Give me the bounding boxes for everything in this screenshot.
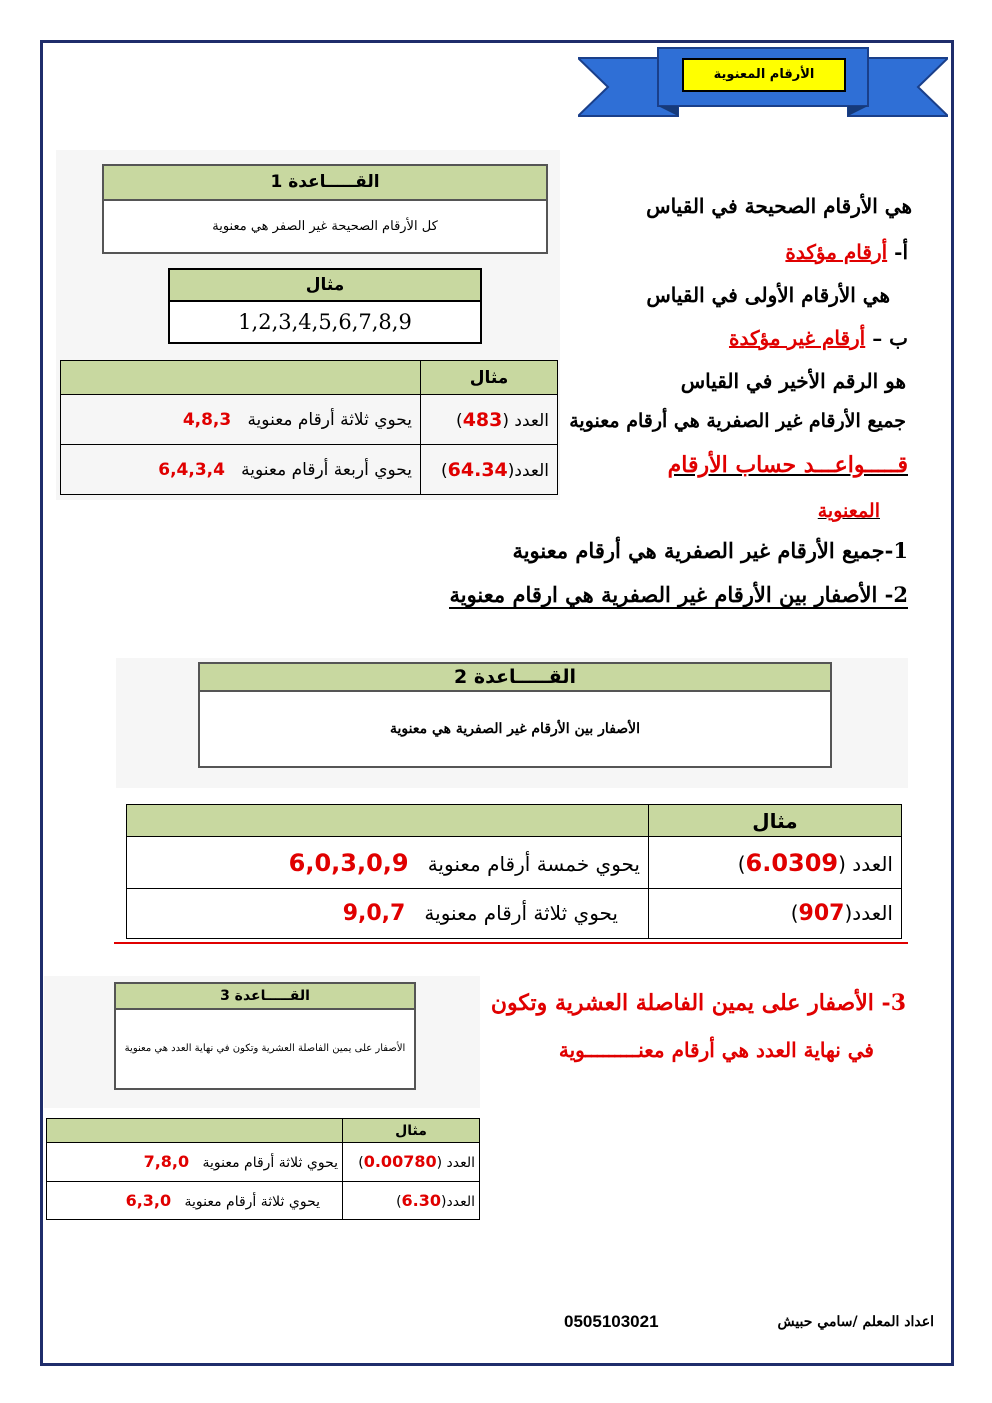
rule3-box — [114, 982, 416, 1090]
significant-digits: 6,0,3,0,9 — [288, 848, 409, 877]
certain-digits-definition: هي الأرقام الصحيحة في القياس — [646, 194, 912, 218]
table-row: العدد (483) يحوي ثلاثة أرقام معنوية 4,8,3 — [61, 395, 558, 445]
rule3-statement-line2: في نهاية العدد هي أرقام معنـــــــــوية — [558, 1038, 874, 1062]
number-value: 6.30 — [401, 1190, 442, 1210]
number-value: 64.34 — [447, 458, 508, 481]
uncertain-digits-title: أرقام غير مؤكدة — [728, 326, 866, 350]
number-value: 0.00780 — [363, 1152, 437, 1172]
table-row: العدد(6.30) يحوي ثلاثة أرقام معنوية 6,3,0 — [47, 1181, 480, 1219]
rules-title-continued: المعنوية — [817, 500, 880, 522]
significant-digits: 6,3,0 — [125, 1190, 172, 1210]
table-row: العدد(64.34) يحوي أربعة أرقام معنوية 6,4,3,4 — [61, 445, 558, 495]
rules-title: قـــــواعـــد حساب الأرقام — [667, 452, 908, 478]
table3-title: مثال — [343, 1119, 480, 1143]
phone-number: 0505103021 — [564, 1312, 659, 1331]
table-row: العدد (0.00780) يحوي ثلاثة أرقام معنوية 7,8,0 — [47, 1143, 480, 1181]
example-table-3 — [46, 1118, 480, 1220]
rule2-box — [198, 662, 832, 768]
certain-digits-heading: أ- أرقام مؤكدة — [785, 240, 908, 264]
page-title: الأرقام المعنوية — [682, 58, 846, 92]
significant-digits: 9,0,7 — [342, 901, 406, 926]
table-row: العدد(907) يحوي ثلاثة أرقام معنوية 9,0,7 — [127, 889, 902, 939]
example-table-2 — [126, 804, 902, 939]
rule-list-item-2: 2- الأصفار بين الأرقام غير الصفرية هي ارقام معنوية — [449, 582, 908, 607]
certain-digits-title: أرقام مؤكدة — [785, 240, 888, 264]
rule1-heading: القـــــاعدة 1 — [104, 166, 546, 201]
red-divider — [114, 942, 908, 944]
rule1-box — [102, 164, 548, 254]
rule2-heading: القـــــاعدة 2 — [200, 664, 830, 692]
significant-digits: 7,8,0 — [143, 1152, 190, 1172]
table1-title: مثال — [421, 361, 558, 395]
rule1-example-digits: 1,2,3,4,5,6,7,8,9 — [238, 310, 412, 334]
number-value: 6.0309 — [745, 848, 839, 877]
number-value: 483 — [462, 408, 503, 431]
rule3-text: الأصفار على يمين الفاصلة العشرية وتكون في نهاية العدد هي معنوية — [124, 1043, 406, 1054]
rule1-example-box — [168, 268, 482, 344]
rule3-heading: القـــــاعدة 3 — [116, 984, 414, 1010]
rule1-example-title: مثال — [170, 270, 480, 302]
table-row: العدد (6.0309) يحوي خمسة أرقام معنوية 6,0,3,0,9 — [127, 837, 902, 889]
first-digits-definition: هي الأرقام الأولى في القياس — [646, 283, 890, 307]
significant-digits: 4,8,3 — [182, 409, 232, 430]
uncertain-digits-heading: ب – أرقام غير مؤكدة — [728, 326, 908, 350]
rule-list-item-1: 1-جميع الأرقام غير الصفرية هي أرقام معنوية — [512, 538, 908, 563]
table2-title: مثال — [649, 805, 902, 837]
rule2-text: الأصفار بين الأرقام غير الصفرية هي معنوية — [389, 721, 641, 737]
author-credit: اعداد المعلم /سامي حبيش — [777, 1314, 934, 1330]
significant-digits: 6,4,3,4 — [158, 459, 225, 480]
rule1-text: كل الأرقام الصحيحة غير الصفر هي معنوية — [212, 219, 438, 234]
example-table-1 — [60, 360, 558, 495]
number-value: 907 — [798, 901, 845, 926]
rule3-statement-line1: 3- الأصفار على يمين الفاصلة العشرية وتكون — [490, 990, 906, 1016]
nonzero-statement: جميع الأرقام غير الصفرية هي أرقام معنوية — [569, 410, 906, 432]
last-digit-definition: هو الرقم الأخير في القياس — [680, 369, 906, 393]
